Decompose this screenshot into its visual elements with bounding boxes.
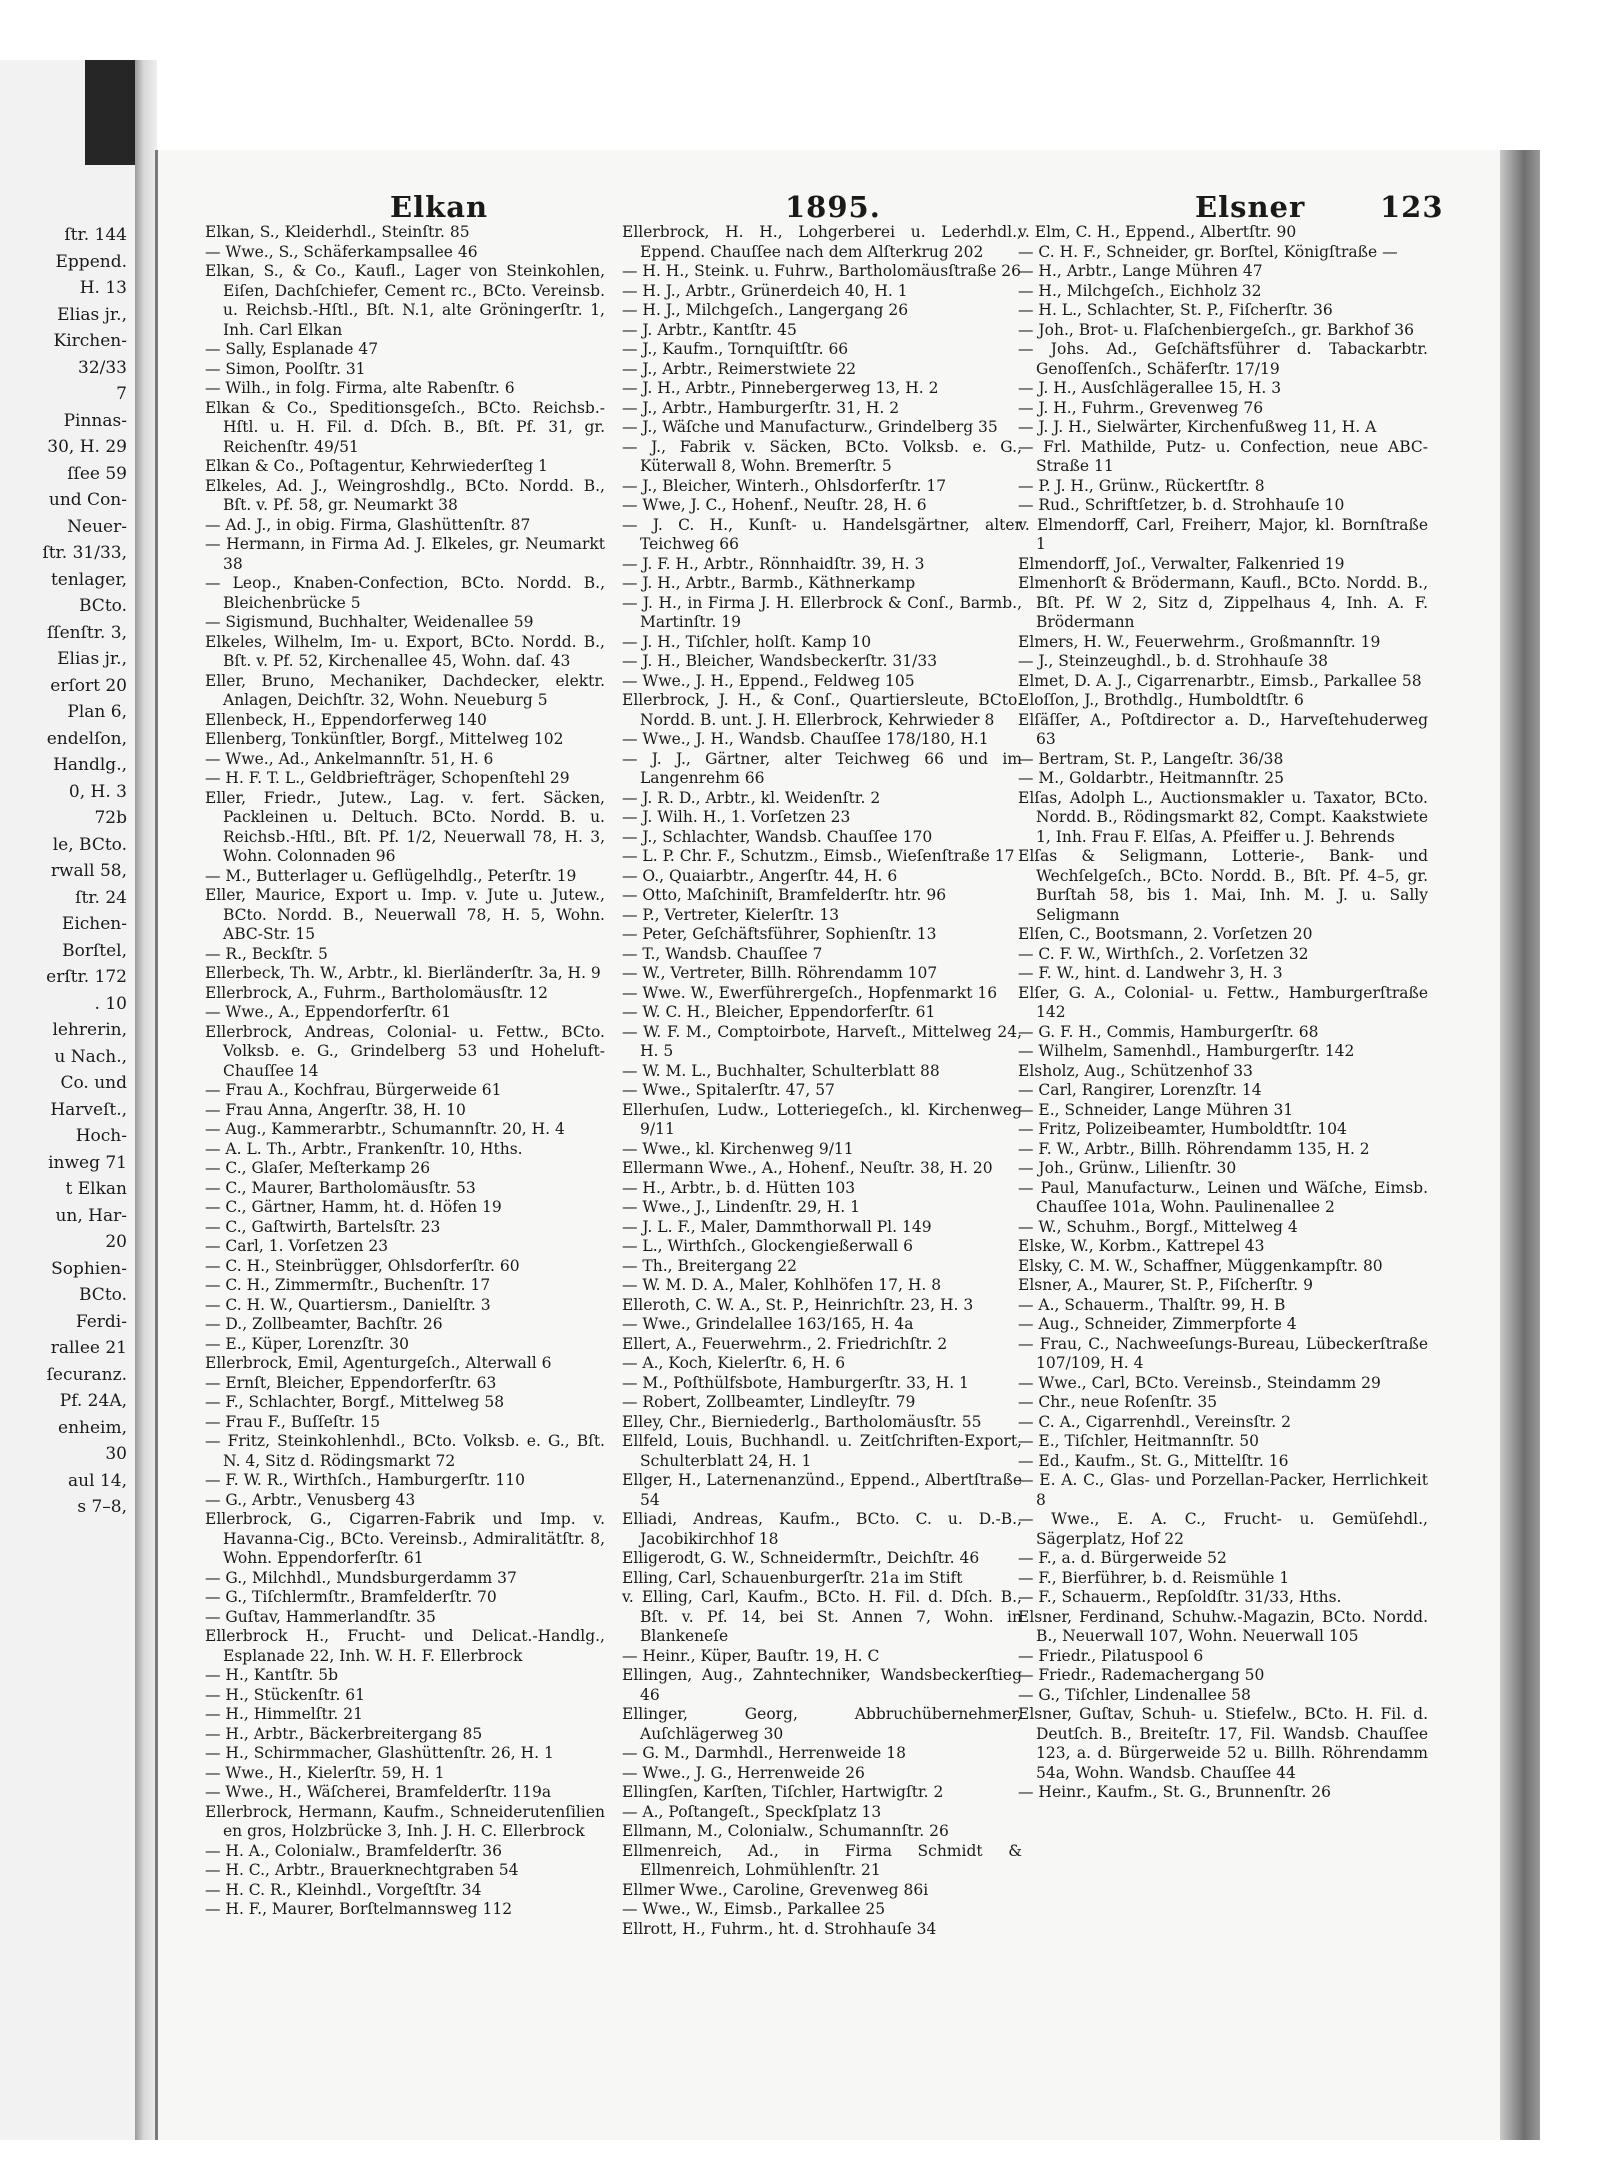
- directory-entry: Elſäſſer, A., Poſtdirector a. D., Harveſtehuderweg 63: [1018, 710, 1428, 748]
- previous-page-line: Neuer-: [67, 516, 127, 537]
- previous-page-line: Hoch-: [75, 1126, 127, 1146]
- previous-page-line: Handlg.,: [53, 755, 127, 775]
- directory-entry: — M., Butterlager u. Geflügelhdlg., Peterſtr. 19: [205, 866, 577, 885]
- directory-entry: Ellermann Wwe., A., Hohenf., Neuſtr. 38, H. 20: [622, 1159, 993, 1177]
- directory-entry: — C., Gaſtwirth, Bartelsſtr. 23: [205, 1217, 441, 1236]
- directory-entry: Ellerbrock, H. H., Lohgerberei u. Lederhdl., Eppend. Chauſſee nach dem Alſterkrug 202: [622, 223, 1022, 261]
- directory-entry: — T., Wandsb. Chauſſee 7: [622, 944, 823, 963]
- directory-entry: Ellenbeck, H., Eppendorferweg 140: [205, 710, 487, 729]
- directory-entry: — Wwe., Carl, BCto. Vereinsb., Steindamm 29: [1018, 1373, 1381, 1392]
- directory-entry: — L., Wirthſch., Glockengießerwall 6: [622, 1237, 914, 1255]
- directory-entry: — A., Schauerm., Thalſtr. 99, H. B: [1018, 1295, 1286, 1314]
- previous-page-line: t Elkan: [65, 1179, 127, 1199]
- running-head-right: Elsner: [1195, 190, 1306, 224]
- previous-page-line: 0, H. 3: [68, 781, 127, 802]
- directory-entry: Elligerodt, G. W., Schneidermſtr., Deichſtr. 46: [622, 1549, 980, 1567]
- directory-entry: — J. H., Arbtr., Pinnebergerweg 13, H. 2: [622, 379, 939, 397]
- directory-entry: Elsner, A., Maurer, St. P., Fiſcherſtr. 9: [1018, 1276, 1314, 1294]
- directory-entry: — Frl. Mathilde, Putz- u. Confection, neue ABC-Straße 11: [1018, 437, 1428, 475]
- directory-entry: Elmenhorſt & Brödermann, Kaufl., BCto. Nordd. B., Bſt. Pf. W 2, Sitz d, Zippelhaus 4, Inh. A. F. Brödermann: [1018, 574, 1428, 631]
- directory-entry: — Wwe., kl. Kirchenweg 9/11: [622, 1139, 854, 1158]
- directory-entry: — Bertram, St. P., Langeſtr. 36/38: [1018, 749, 1284, 768]
- directory-entry: Elſen, C., Bootsmann, 2. Vorſetzen 20: [1018, 925, 1313, 943]
- directory-entry: — H., Stückenſtr. 61: [205, 1685, 366, 1704]
- directory-entry: — C. H., Zimmermſtr., Buchenſtr. 17: [205, 1276, 491, 1294]
- directory-entry: — Frau A., Kochfrau, Bürgerweide 61: [205, 1081, 502, 1099]
- directory-entry: Ellmenreich, Ad., in Firma Schmidt & Ellmenreich, Lohmühlenſtr. 21: [622, 1841, 1022, 1879]
- directory-entry: — H., Schirmmacher, Glashüttenſtr. 26, H. 1: [205, 1744, 554, 1762]
- previous-page-line: ſtr. 24: [75, 887, 127, 908]
- directory-entry: — G. F. H., Commis, Hamburgerſtr. 68: [1018, 1022, 1319, 1041]
- previous-page-line: Borſtel,: [62, 940, 127, 961]
- directory-entry: — H., Himmelſtr. 21: [205, 1705, 363, 1723]
- directory-entry: — H. F., Maurer, Borſtelmannsweg 112: [205, 1900, 513, 1918]
- directory-entry: — J. L. F., Maler, Dammthorwall Pl. 149: [622, 1217, 932, 1236]
- page-shadow: [85, 60, 135, 165]
- directory-entry: — Wwe., S., Schäferkampsallee 46: [205, 242, 478, 261]
- directory-entry: — G., Tiſchlermſtr., Bramfelderſtr. 70: [205, 1588, 497, 1606]
- directory-entry: — Wwe., Spitalerſtr. 47, 57: [622, 1081, 835, 1099]
- directory-entry: Ellerbrock, Hermann, Kaufm., Schneiderutenſilien en gros, Holzbrücke 3, Inh. J. H. C. Ellerbrock: [205, 1802, 605, 1840]
- running-head-left: Elkan: [390, 190, 489, 224]
- directory-entry: Elsky, C. M. W., Schaffner, Müggenkampſtr. 80: [1018, 1256, 1383, 1275]
- directory-entry: Elley, Chr., Bierniederlg., Bartholomäusſtr. 55: [622, 1412, 982, 1431]
- page-edge: [1500, 150, 1540, 2140]
- previous-page-line: le, BCto.: [52, 834, 127, 855]
- previous-page-line: 30, H. 29: [47, 437, 127, 457]
- directory-entry: — Paul, Manufacturw., Leinen und Wäſche, Eimsb. Chauſſee 101a, Wohn. Paulinenallee 2: [1018, 1178, 1428, 1216]
- previous-page-line: Ferdi-: [75, 1311, 127, 1332]
- directory-entry: Elleroth, C. W. A., St. P., Heinrichſtr. 23, H. 3: [622, 1295, 974, 1314]
- directory-entry: Elkan & Co., Speditionsgeſch., BCto. Reichsb.-Hſtl. u. H. Fil. d. Dſch. B., Bſt. Pf. 31, gr. Reichenſtr. 49/51: [205, 398, 605, 456]
- directory-entry: Elkan & Co., Poſtagentur, Kehrwiederſteg 1: [205, 457, 548, 475]
- directory-entry: — J., Steinzeughdl., b. d. Strohhauſe 38: [1018, 652, 1328, 670]
- directory-entry: — Th., Breitergang 22: [622, 1256, 797, 1275]
- directory-entry: — J. H., Fuhrm., Grevenweg 76: [1018, 398, 1264, 417]
- directory-entry: Ellmer Wwe., Caroline, Grevenweg 86i: [622, 1880, 929, 1899]
- directory-entry: — F., Bierführer, b. d. Reismühle 1: [1018, 1568, 1290, 1587]
- previous-page-line: 7: [116, 384, 127, 404]
- directory-entry: — D., Zollbeamter, Bachſtr. 26: [205, 1315, 443, 1333]
- directory-entry: — H., Kantſtr. 5b: [205, 1666, 339, 1684]
- directory-entry: — M., Poſthülfsbote, Hamburgerſtr. 33, H. 1: [622, 1373, 969, 1392]
- directory-entry: Eloſſon, J., Brothdlg., Humboldtſtr. 6: [1018, 691, 1304, 709]
- directory-entry: — Sigismund, Buchhalter, Weidenallee 59: [205, 613, 534, 631]
- directory-entry: — H. J., Arbtr., Grünerdeich 40, H. 1: [622, 281, 908, 300]
- directory-entry: — H. C. R., Kleinhdl., Vorgeſtſtr. 34: [205, 1880, 482, 1899]
- directory-entry: — J., Kaufm., Tornquiſtſtr. 66: [622, 340, 849, 358]
- directory-entry: Elsner, Guſtav, Schuh- u. Stiefelw., BCto. H. Fil. d. Deutſch. B., Breiteſtr. 17, Fil. Wandsb. Chauſſee 123, a. d. Bürgerweide 52 u. Billh. Röhrendamm 54a, Wohn. Wandsb. Chauſſee 44: [1018, 1705, 1428, 1782]
- previous-page-line: Co. und: [60, 1073, 127, 1093]
- directory-entry: Ellerhuſen, Ludw., Lotteriegeſch., kl. Kirchenweg 9/11: [622, 1100, 1022, 1138]
- directory-entry: v. Elling, Carl, Kaufm., BCto. H. Fil. d. Dſch. B., Bſt. v. Pf. 14, bei St. Annen 7, Wohn. in Blankeneſe: [622, 1588, 1022, 1645]
- directory-entry: — Friedr., Rademachergang 50: [1018, 1666, 1265, 1684]
- directory-entry: — C. H. F., Schneider, gr. Borſtel, Königſtraße —: [1018, 242, 1398, 261]
- directory-entry: Ellingen, Aug., Zahntechniker, Wandsbeckerſtieg 46: [622, 1666, 1022, 1704]
- directory-entry: Elmers, H. W., Feuerwehrm., Großmannſtr. 19: [1018, 632, 1381, 651]
- directory-entry: Elkeles, Wilhelm, Im- u. Export, BCto. Nordd. B., Bſt. v. Pf. 52, Kirchenallee 45, Wohn. daſ. 43: [205, 632, 605, 670]
- directory-entry: — F. W., Arbtr., Billh. Röhrendamm 135, H. 2: [1018, 1139, 1370, 1158]
- directory-entry: — C., Glaſer, Meſterkamp 26: [205, 1159, 431, 1177]
- directory-entry: Ellerbrock, Andreas, Colonial- u. Fettw., BCto. Volksb. e. G., Grindelberg 53 und Hoheluft-Chauſſee 14: [205, 1022, 605, 1080]
- directory-entry: Eller, Friedr., Jutew., Lag. v. fert. Säcken, Packleinen u. Deltuch. BCto. Nordd. B. u. Reichsb.-Hſtl., Bſt. Pf. 1/2, Neuerwall 78, H. 3, Wohn. Colonnaden 96: [205, 788, 605, 865]
- directory-entry: — P., Vertreter, Kielerſtr. 13: [622, 905, 840, 924]
- directory-entry: — G., Milchhdl., Mundsburgerdamm 37: [205, 1568, 517, 1587]
- directory-entry: — H. H., Steink. u. Fuhrw., Bartholomäusſtraße 26: [622, 262, 1022, 280]
- previous-page-text: [42, 222, 127, 1521]
- previous-page-line: tenlager,: [50, 569, 127, 590]
- directory-entry: — Fritz, Steinkohlenhdl., BCto. Volksb. e. G., Bſt. N. 4, Sitz d. Rödingsmarkt 72: [205, 1432, 605, 1470]
- directory-entry: — H. A., Colonialw., Bramfelderſtr. 36: [205, 1841, 502, 1860]
- directory-entry: — J. F. H., Arbtr., Rönnhaidſtr. 39, H. 3: [622, 554, 925, 573]
- previous-page-line: endelſon,: [46, 728, 127, 749]
- previous-page-line: inweg 71: [48, 1152, 127, 1173]
- directory-entry: Ellerbeck, Th. W., Arbtr., kl. Bierländerſtr. 3a, H. 9: [205, 964, 601, 982]
- directory-entry: — J., Arbtr., Hamburgerſtr. 31, H. 2: [622, 398, 900, 417]
- directory-entry: — Wwe. W., Ewerführergeſch., Hopfenmarkt 16: [622, 983, 998, 1002]
- directory-entry: — H., Arbtr., Lange Mühren 47: [1018, 262, 1263, 280]
- directory-entry: — E., Tiſchler, Heitmannſtr. 50: [1018, 1432, 1259, 1450]
- previous-page-line: rallee 21: [50, 1338, 127, 1358]
- directory-entry: — Wwe., W., Eimsb., Parkallee 25: [622, 1900, 886, 1918]
- directory-entry: — J. H., Tiſchler, holſt. Kamp 10: [622, 632, 872, 651]
- directory-entry: — Chr., neue Roſenſtr. 35: [1018, 1393, 1218, 1411]
- directory-entry: — Ernſt, Bleicher, Eppendorferſtr. 63: [205, 1373, 497, 1392]
- directory-entry: — Fritz, Polizeibeamter, Humboldtſtr. 104: [1018, 1120, 1347, 1138]
- directory-entry: — E., Küper, Lorenzſtr. 30: [205, 1334, 410, 1353]
- book-gutter: [135, 60, 157, 2140]
- directory-entry: — W. F. M., Comptoirbote, Harveſt., Mittelweg 24, H. 5: [622, 1022, 1022, 1060]
- directory-entry: — C., Gärtner, Hamm, ht. d. Höfen 19: [205, 1198, 502, 1216]
- directory-entry: — Wwe., H., Kielerſtr. 59, H. 1: [205, 1763, 445, 1782]
- previous-page-line: BCto.: [79, 1285, 127, 1305]
- directory-entry: — Robert, Zollbeamter, Lindleyſtr. 79: [622, 1393, 916, 1411]
- directory-entry: — Heinr., Kaufm., St. G., Brunnenſtr. 26: [1018, 1783, 1332, 1801]
- directory-entry: — Wwe., A., Eppendorferſtr. 61: [205, 1003, 452, 1021]
- directory-entry: Ellfeld, Louis, Buchhandl. u. Zeitſchriften-Export, Schulterblatt 24, H. 1: [622, 1432, 1022, 1470]
- directory-entry: — L. P. Chr. F., Schutzm., Eimsb., Wieſenſtraße 17: [622, 847, 1015, 865]
- previous-page-line: 32/33: [78, 357, 127, 378]
- previous-page-line: u Nach.,: [54, 1046, 127, 1067]
- directory-entry: Ellerbrock, G., Cigarren-Fabrik und Imp. v. Havanna-Cig., BCto. Vereinsb., Admiralitätſtr. 8, Wohn. Eppendorferſtr. 61: [205, 1510, 605, 1567]
- directory-entry: — W., Vertreter, Billh. Röhrendamm 107: [622, 964, 938, 982]
- previous-page-line: erſort 20: [50, 675, 127, 696]
- directory-entry: Elliadi, Andreas, Kaufm., BCto. C. u. D.-B., Jacobikirchhof 18: [622, 1510, 1022, 1548]
- directory-entry: — C. H. W., Quartiersm., Danielſtr. 3: [205, 1295, 491, 1314]
- previous-page-line: rwall 58,: [50, 861, 127, 881]
- directory-entry: — J. J. H., Sielwärter, Kirchenfußweg 11, H. A: [1018, 418, 1377, 436]
- previous-page-line: 72b: [94, 808, 127, 828]
- directory-entry: — Peter, Geſchäftsführer, Sophienſtr. 13: [622, 925, 937, 943]
- directory-entry: Eller, Bruno, Mechaniker, Dachdecker, elektr. Anlagen, Deichſtr. 32, Wohn. Neueburg 5: [205, 671, 605, 709]
- directory-entry: — E., Schneider, Lange Mühren 31: [1018, 1100, 1294, 1119]
- directory-entry: — J., Wäſche und Manufacturw., Grindelberg 35: [622, 418, 998, 436]
- directory-entry: — Wwe., J. H., Eppend., Feldweg 105: [622, 671, 915, 690]
- directory-entry: — G., Tiſchler, Lindenallee 58: [1018, 1685, 1251, 1704]
- directory-entry: — A. L. Th., Arbtr., Frankenſtr. 10, Hths.: [205, 1139, 523, 1158]
- directory-entry: — Frau, C., Nachweeſungs-Bureau, Lübeckerſtraße 107/109, H. 4: [1018, 1334, 1428, 1372]
- previous-page-line: Pf. 24A,: [59, 1391, 127, 1411]
- directory-entry: — Leop., Knaben-Confection, BCto. Nordd. B., Bleichenbrücke 5: [205, 574, 605, 612]
- directory-entry: — W., Schuhm., Borgf., Mittelweg 4: [1018, 1217, 1298, 1236]
- directory-column-3: [1018, 223, 1428, 1803]
- directory-entry: — Otto, Maſchiniſt, Bramfelderſtr. htr. 96: [622, 886, 947, 904]
- previous-page-line: ſſee 59: [67, 463, 127, 484]
- directory-entry: — E. A. C., Glas- und Porzellan-Packer, Herrlichkeit 8: [1018, 1471, 1428, 1509]
- directory-entry: — J. Wilh. H., 1. Vorſetzen 23: [622, 808, 851, 826]
- directory-entry: — J. R. D., Arbtr., kl. Weidenſtr. 2: [622, 788, 881, 807]
- previous-page-line: und Con-: [48, 490, 127, 510]
- previous-page-line: Elias jr.,: [57, 649, 127, 669]
- previous-page-line: erſtr. 172: [46, 967, 127, 987]
- directory-entry: — Carl, Rangirer, Lorenzſtr. 14: [1018, 1081, 1262, 1099]
- directory-entry: — Wilhelm, Samenhdl., Hamburgerſtr. 142: [1018, 1042, 1355, 1060]
- directory-entry: — J. H., Arbtr., Barmb., Käthnerkamp: [622, 574, 916, 592]
- directory-entry: — J. H., Ausſchlägerallee 15, H. 3: [1018, 379, 1282, 397]
- directory-entry: — F. W. R., Wirthſch., Hamburgerſtr. 110: [205, 1471, 525, 1489]
- previous-page-line: . 10: [94, 993, 127, 1014]
- directory-entry: — G., Arbtr., Venusberg 43: [205, 1490, 416, 1509]
- directory-entry: v. Elm, C. H., Eppend., Albertſtr. 90: [1018, 223, 1297, 241]
- directory-entry: — H., Milchgeſch., Eichholz 32: [1018, 281, 1262, 300]
- directory-entry: — C. A., Cigarrenhdl., Vereinsſtr. 2: [1018, 1412, 1291, 1431]
- directory-entry: — Rud., Schriftſetzer, b. d. Strohhauſe 10: [1018, 496, 1345, 514]
- directory-column-1: [205, 223, 605, 1920]
- directory-entry: Elling, Carl, Schauenburgerſtr. 21a im Stift: [622, 1568, 963, 1587]
- directory-entry: — G. M., Darmhdl., Herrenweide 18: [622, 1744, 906, 1762]
- directory-entry: Ellerbrock, J. H., & Conſ., Quartiersleute, BCto. Nordd. B. unt. J. H. Ellerbrock, Kehrwieder 8: [622, 691, 1022, 729]
- directory-entry: Elſas & Seligmann, Lotterie-, Bank- und Wechſelgeſch., BCto. Nordd. B., Bſt. Pf. 4–5, gr. Burſtah 58, bis 1. Mai, Inh. M. J. u. Sally Seligmann: [1018, 847, 1428, 924]
- directory-entry: — Hermann, in Firma Ad. J. Elkeles, gr. Neumarkt 38: [205, 535, 605, 573]
- directory-entry: — Joh., Grünw., Lilienſtr. 30: [1018, 1159, 1237, 1177]
- directory-entry: — Sally, Esplanade 47: [205, 340, 379, 358]
- directory-entry: Elsner, Ferdinand, Schuhw.-Magazin, BCto. Nordd. B., Neuerwall 107, Wohn. Neuerwall 105: [1018, 1607, 1428, 1645]
- directory-entry: — W. M. L., Buchhalter, Schulterblatt 88: [622, 1061, 940, 1080]
- directory-entry: — Friedr., Pilatuspool 6: [1018, 1646, 1204, 1665]
- directory-entry: — O., Quaiarbtr., Angerſtr. 44, H. 6: [622, 866, 898, 885]
- previous-page-line: un, Har-: [55, 1205, 127, 1226]
- previous-page-line: Harveſt.,: [50, 1099, 127, 1120]
- directory-entry: Elsholz, Aug., Schützenhof 33: [1018, 1061, 1253, 1080]
- previous-page-line: enheim,: [58, 1417, 127, 1438]
- directory-entry: — H. L., Schlachter, St. P., Fiſcherſtr. 36: [1018, 301, 1333, 319]
- directory-entry: — Frau F., Buſſeſtr. 15: [205, 1412, 381, 1431]
- directory-entry: — F., a. d. Bürgerweide 52: [1018, 1549, 1227, 1567]
- previous-page-line: Eichen-: [61, 914, 127, 934]
- directory-entry: — C. F. W., Wirthſch., 2. Vorſetzen 32: [1018, 944, 1309, 963]
- previous-page-line: aul 14,: [68, 1470, 127, 1491]
- page-number: 123: [1380, 190, 1444, 224]
- previous-page-line: Elias jr.,: [57, 304, 127, 325]
- directory-entry: — Wwe., E. A. C., Frucht- u. Gemüſehdl., Sägerplatz, Hof 22: [1018, 1510, 1428, 1548]
- directory-entry: — A., Poſtangeſt., Speckſplatz 13: [622, 1802, 882, 1821]
- directory-entry: — R., Beckſtr. 5: [205, 944, 328, 963]
- previous-page-line: Pinnas-: [63, 410, 127, 431]
- directory-entry: — P. J. H., Grünw., Rückertſtr. 8: [1018, 476, 1265, 495]
- directory-entry: — F., Schauerm., Repſoldſtr. 31/33, Hths.: [1018, 1588, 1342, 1606]
- directory-entry: — M., Goldarbtr., Heitmannſtr. 25: [1018, 769, 1284, 787]
- directory-entry: — A., Koch, Kielerſtr. 6, H. 6: [622, 1354, 846, 1372]
- previous-page-line: Plan 6,: [67, 702, 127, 722]
- previous-page-line: Eppend.: [55, 251, 127, 272]
- directory-entry: — Carl, 1. Vorſetzen 23: [205, 1237, 389, 1255]
- running-head-year: 1895.: [785, 190, 881, 224]
- directory-entry: — H., Arbtr., Bäckerbreitergang 85: [205, 1724, 483, 1743]
- directory-entry: — H. J., Milchgeſch., Langergang 26: [622, 301, 909, 319]
- directory-entry: — Wwe, J. C., Hohenf., Neuſtr. 28, H. 6: [622, 496, 927, 514]
- directory-entry: — J. C. H., Kunſt- u. Handelsgärtner, alter Teichweg 66: [622, 515, 1022, 553]
- directory-entry: — W. C. H., Bleicher, Eppendorferſtr. 61: [622, 1003, 936, 1021]
- directory-entry: — Joh., Brot- u. Flaſchenbiergeſch., gr. Barkhof 36: [1018, 320, 1414, 339]
- directory-entry: — Wwe., H., Wäſcherei, Bramfelderſtr. 119a: [205, 1783, 552, 1801]
- previous-page-line: ſtr. 144: [64, 225, 127, 245]
- directory-entry: — J., Arbtr., Reimerstwiete 22: [622, 359, 857, 378]
- directory-entry: Elkan, S., & Co., Kaufl., Lager von Steinkohlen, Eiſen, Dachſchiefer, Cement rc., BCto. Vereinsb. u. Reichsb.-Hſtl., Bſt. N.1, alte Gröningerſtr. 1, Inh. Carl Elkan: [205, 262, 605, 339]
- directory-entry: Elmendorff, Joſ., Verwalter, Falkenried 19: [1018, 554, 1345, 573]
- previous-page-line: ſecuranz.: [46, 1364, 127, 1385]
- directory-entry: v. Elmendorff, Carl, Freiherr, Major, kl. Bornſtraße 1: [1018, 515, 1428, 553]
- directory-entry: Ellerbrock H., Frucht- und Delicat.-Handlg., Esplanade 22, Inh. W. H. F. Ellerbrock: [205, 1627, 605, 1665]
- directory-entry: — J. H., Bleicher, Wandsbeckerſtr. 31/33: [622, 652, 938, 670]
- directory-entry: Ellerbrock, Emil, Agenturgeſch., Alterwall 6: [205, 1354, 552, 1372]
- previous-page-line: ſtr. 31/33,: [42, 543, 127, 563]
- directory-entry: Ellert, A., Feuerwehrm., 2. Friedrichſtr. 2: [622, 1334, 948, 1353]
- directory-entry: — J. Arbtr., Kantſtr. 45: [622, 320, 797, 339]
- directory-entry: — Wwe., J. G., Herrenweide 26: [622, 1763, 865, 1782]
- previous-page-line: ſſenſtr. 3,: [46, 622, 127, 643]
- directory-entry: — C., Maurer, Bartholomäusſtr. 53: [205, 1178, 476, 1197]
- directory-entry: — C. H., Steinbrügger, Ohlsdorferſtr. 60: [205, 1256, 520, 1275]
- directory-entry: — W. M. D. A., Maler, Kohlhöfen 17, H. 8: [622, 1276, 942, 1294]
- directory-entry: — Aug., Kammerarbtr., Schumannſtr. 20, H. 4: [205, 1120, 565, 1138]
- previous-page-line: 30: [105, 1444, 127, 1464]
- directory-entry: — Wwe., Ad., Ankelmannſtr. 51, H. 6: [205, 749, 494, 768]
- directory-entry: — Wwe., J., Lindenſtr. 29, H. 1: [622, 1198, 861, 1216]
- directory-entry: — F., Schlachter, Borgf., Mittelweg 58: [205, 1393, 505, 1411]
- directory-entry: — Ad. J., in obig. Firma, Glashüttenſtr. 87: [205, 515, 531, 534]
- directory-entry: — Aug., Schneider, Zimmerpforte 4: [1018, 1315, 1297, 1333]
- directory-entry: — H. C., Arbtr., Brauerknechtgraben 54: [205, 1861, 519, 1879]
- previous-page-line: s 7–8,: [77, 1497, 127, 1517]
- directory-entry: — Heinr., Küper, Bauſtr. 19, H. C: [622, 1646, 880, 1665]
- directory-entry: Eller, Maurice, Export u. Imp. v. Jute u. Jutew., BCto. Nordd. B., Neuerwall 78, H. 5, Wohn. ABC-Str. 15: [205, 886, 605, 943]
- directory-column-2: [622, 223, 1022, 1939]
- previous-page-line: BCto.: [79, 596, 127, 616]
- directory-entry: Elkan, S., Kleiderhdl., Steinſtr. 85: [205, 223, 470, 241]
- directory-entry: — H., Arbtr., b. d. Hütten 103: [622, 1178, 856, 1197]
- directory-entry: — J., Fabrik v. Säcken, BCto. Volksb. e. G., Küterwall 8, Wohn. Bremerſtr. 5: [622, 437, 1022, 475]
- directory-entry: — Ed., Kaufm., St. G., Mittelſtr. 16: [1018, 1451, 1289, 1470]
- directory-entry: Ellinger, Georg, Abbruchübernehmer, Auſchlägerweg 30: [622, 1705, 1022, 1743]
- directory-entry: Ellmann, M., Colonialw., Schumannſtr. 26: [622, 1822, 949, 1840]
- previous-page-line: 20: [105, 1232, 127, 1252]
- directory-entry: Ellger, H., Laternenanzünd., Eppend., Albertſtraße 54: [622, 1471, 1022, 1509]
- directory-entry: Elſer, G. A., Colonial- u. Fettw., Hamburgerſtraße 142: [1018, 983, 1428, 1021]
- directory-entry: Elkeles, Ad. J., Weingroshdlg., BCto. Nordd. B., Bſt. v. Pf. 58, gr. Neumarkt 38: [205, 476, 605, 514]
- previous-page-fragment: [0, 60, 135, 2140]
- directory-entry: — Guſtav, Hammerlandſtr. 35: [205, 1607, 436, 1626]
- directory-entry: Ellingſen, Karſten, Tiſchler, Hartwigſtr. 2: [622, 1783, 944, 1801]
- directory-entry: Elske, W., Korbm., Kattrepel 43: [1018, 1237, 1265, 1255]
- directory-entry: — Johs. Ad., Geſchäftsführer d. Tabackarbtr. Genoſſenſch., Schäferſtr. 17/19: [1018, 340, 1428, 378]
- directory-entry: — Frau Anna, Angerſtr. 38, H. 10: [205, 1100, 466, 1119]
- directory-entry: — J. H., in Firma J. H. Ellerbrock & Conſ., Barmb., Martinſtr. 19: [622, 593, 1022, 631]
- directory-entry: — H. F. T. L., Geldbriefträger, Schopenſtehl 29: [205, 769, 570, 787]
- directory-entry: Elmet, D. A. J., Cigarrenarbtr., Eimsb., Parkallee 58: [1018, 671, 1422, 690]
- directory-entry: — Wilh., in folg. Firma, alte Rabenſtr. 6: [205, 379, 515, 397]
- previous-page-line: H. 13: [79, 278, 127, 298]
- directory-entry: Ellrott, H., Fuhrm., ht. d. Strohhauſe 34: [622, 1919, 937, 1938]
- directory-entry: — Simon, Poolſtr. 31: [205, 359, 366, 378]
- directory-entry: Elſas, Adolph L., Auctionsmakler u. Taxator, BCto. Nordd. B., Rödingsmarkt 82, Compt. Kaakstwiete 1, Inh. Frau F. Elſas, A. Pfeiffer u. J. Behrends: [1018, 788, 1428, 846]
- directory-entry: Ellenberg, Tonkünſtler, Borgf., Mittelweg 102: [205, 730, 564, 748]
- directory-entry: — F. W., hint. d. Landwehr 3, H. 3: [1018, 964, 1283, 982]
- directory-entry: — J., Schlachter, Wandsb. Chauſſee 170: [622, 827, 933, 846]
- directory-entry: — J., Bleicher, Winterh., Ohlsdorferſtr. 17: [622, 476, 947, 495]
- previous-page-line: Kirchen-: [53, 331, 127, 351]
- directory-entry: — Wwe., J. H., Wandsb. Chauſſee 178/180, H.1: [622, 730, 989, 748]
- directory-entry: — J. J., Gärtner, alter Teichweg 66 und im Langenrehm 66: [622, 749, 1022, 787]
- previous-page-line: Sophien-: [51, 1258, 127, 1279]
- running-head: [185, 190, 1485, 226]
- previous-page-line: lehrerin,: [52, 1020, 127, 1040]
- directory-entry: Ellerbrock, A., Fuhrm., Bartholomäusſtr. 12: [205, 983, 548, 1002]
- directory-entry: — Wwe., Grindelallee 163/165, H. 4a: [622, 1315, 914, 1333]
